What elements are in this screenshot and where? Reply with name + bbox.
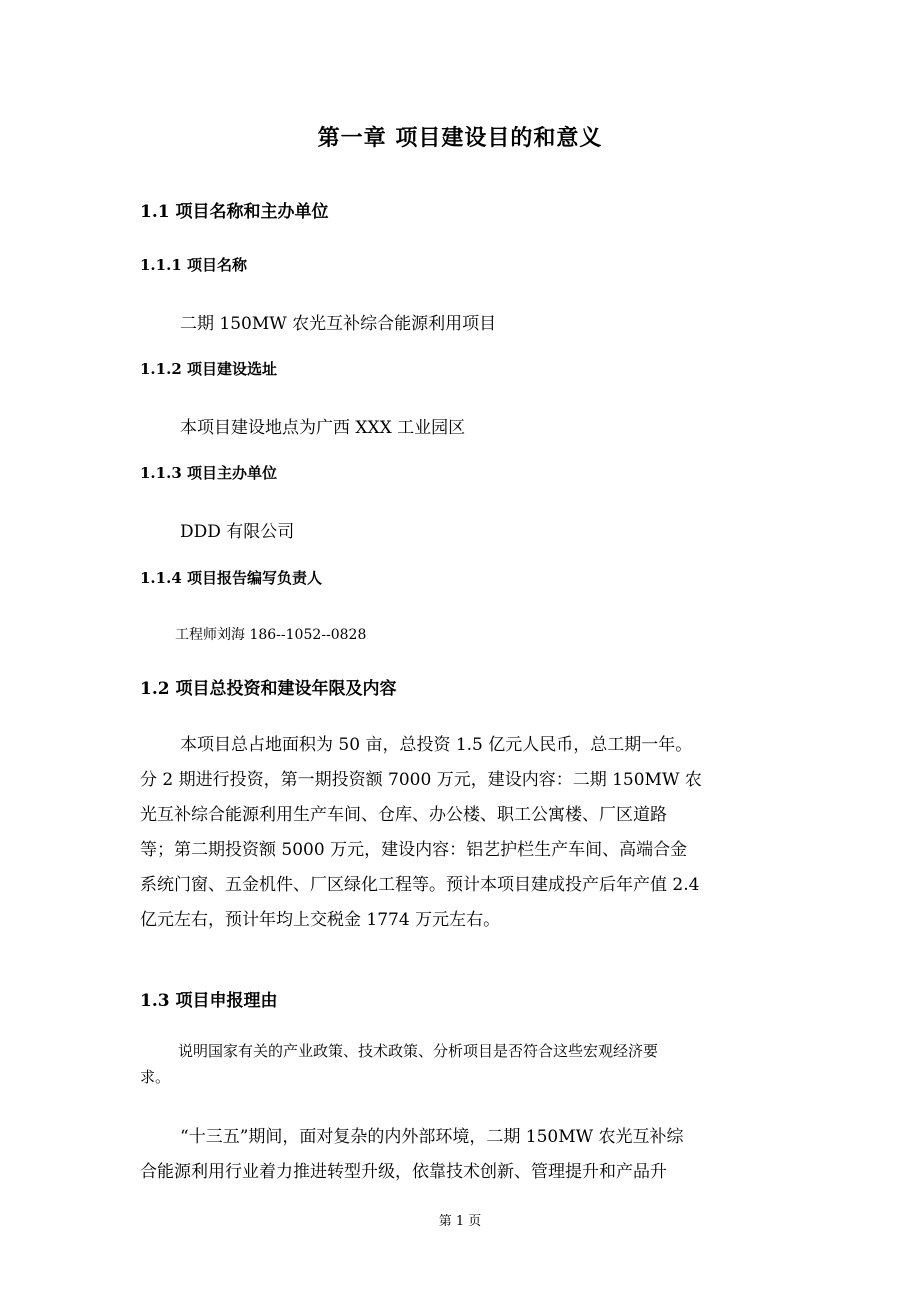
note-line: 求。 <box>140 1068 171 1086</box>
project-name-text: 二期 150MW 农光互补综合能源利用项目 <box>180 314 497 334</box>
paragraph-line: “十三五”期间，面对复杂的内外部环境，二期 150MW 农光互补综 <box>180 1127 684 1147</box>
investment-paragraph <box>140 728 790 938</box>
project-sponsor-text: DDD 有限公司 <box>180 522 295 542</box>
paragraph-line: 分 2 期进行投资，第一期投资额 7000 万元，建设内容：二期 150MW 农 <box>140 770 702 790</box>
reason-paragraph <box>140 1120 790 1190</box>
report-author-text: 工程师刘海 186--1052--0828 <box>175 627 367 643</box>
note-line: 说明国家有关的产业政策、技术政策、分析项目是否符合这些宏观经济要 <box>178 1042 659 1060</box>
paragraph-line: 系统门窗、五金机件、厂区绿化工程等。预计本项目建成投产后年产值 2.4 <box>140 875 700 895</box>
paragraph-line: 光互补综合能源利用生产车间、仓库、办公楼、职工公寓楼、厂区道路 <box>140 805 667 825</box>
section-heading-1-3: 1.3 项目申报理由 <box>140 991 278 1011</box>
section-heading-1-1-3: 1.1.3 项目主办单位 <box>140 464 277 482</box>
page-number: 第 1 页 <box>438 1214 482 1229</box>
paragraph-line: 亿元左右，预计年均上交税金 1774 万元左右。 <box>140 910 501 930</box>
chapter-title: 第一章 项目建设目的和意义 <box>317 125 603 151</box>
project-site-text: 本项目建设地点为广西 XXX 工业园区 <box>180 418 466 438</box>
section-heading-1-1: 1.1 项目名称和主办单位 <box>140 202 329 222</box>
paragraph-line: 合能源利用行业着力推进转型升级，依靠技术创新、管理提升和产品升 <box>140 1162 667 1182</box>
section-heading-1-1-1: 1.1.1 项目名称 <box>140 256 247 274</box>
section-heading-1-2: 1.2 项目总投资和建设年限及内容 <box>140 679 397 699</box>
paragraph-line: 等；第二期投资额 5000 万元，建设内容：铝艺护栏生产车间、高端合金 <box>140 840 688 860</box>
paragraph-line: 本项目总占地面积为 50 亩，总投资 1.5 亿元人民币，总工期一年。 <box>180 735 693 755</box>
section-heading-1-1-2: 1.1.2 项目建设选址 <box>140 360 277 378</box>
section-heading-1-1-4: 1.1.4 项目报告编写负责人 <box>140 569 322 587</box>
instruction-note <box>140 1038 790 1090</box>
